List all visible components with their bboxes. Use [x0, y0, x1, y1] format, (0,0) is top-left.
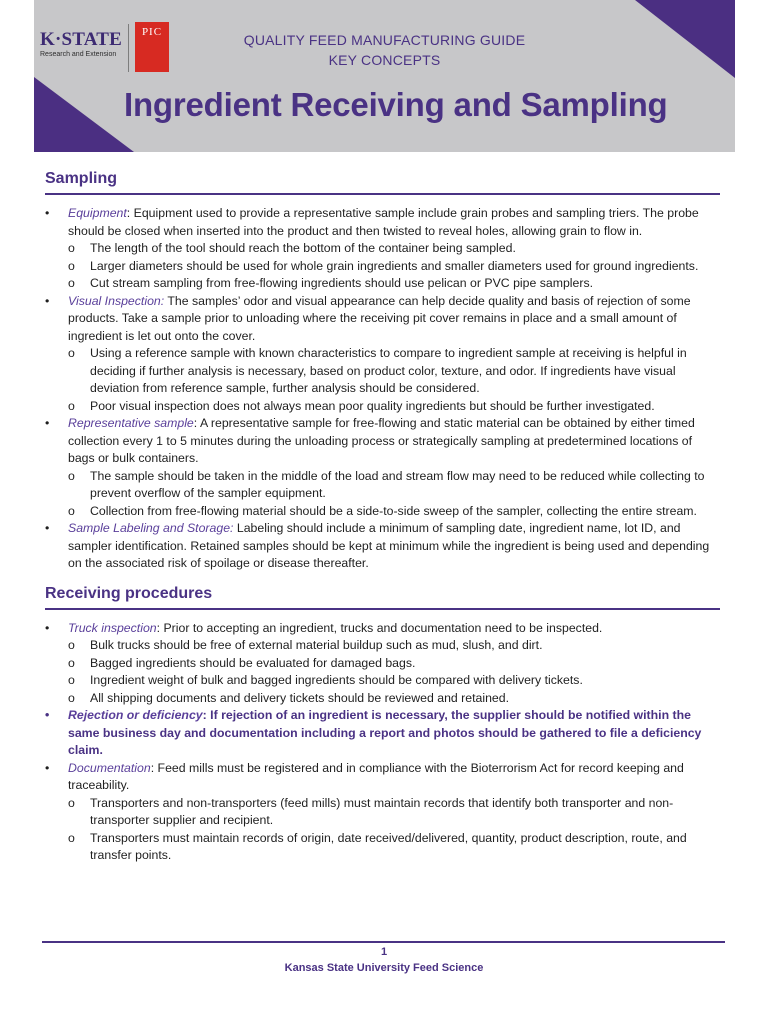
- bullet-lead: Documentation: [68, 760, 151, 775]
- sub-bullet-text: Transporters must maintain records of origin, date received/delivered, quantity, product description, route, and transfer points.: [90, 830, 687, 862]
- bullet-item-visual-inspection: [45, 293, 720, 416]
- sub-bullet-marker: o: [68, 638, 75, 652]
- bullet-item-equipment: [45, 205, 720, 293]
- sub-bullet-marker: o: [68, 795, 75, 810]
- header-banner: [34, 0, 735, 152]
- sub-bullet-text: Ingredient weight of bulk and bagged ingredients should be compared with delivery tickets.: [90, 673, 583, 687]
- bullet-text: If rejection of an ingredient is necessary, the supplier should be notified within the same business day and documentation including a report and photos should be gathered to file a deficiency claim.: [68, 708, 702, 757]
- sub-bullet-text: Collection from free-flowing material should be a side-to-side sweep of the sampler, collecting the entire stream.: [90, 503, 697, 518]
- sub-bullet-marker: o: [68, 503, 75, 518]
- bullet-lead-sep: :: [150, 760, 155, 775]
- sub-bullet-text: The length of the tool should reach the bottom of the container being sampled.: [90, 241, 516, 255]
- sub-bullet-list: [68, 795, 720, 865]
- page-title: Ingredient Receiving and Sampling: [124, 86, 668, 123]
- sub-bullet-marker: o: [68, 241, 75, 255]
- sub-bullet-item: [68, 672, 720, 690]
- sub-bullet-marker: o: [68, 276, 75, 290]
- bullet-item-rejection-deficiency: [45, 707, 720, 760]
- sub-bullet-item: [68, 345, 720, 398]
- sub-bullet-list: [68, 240, 720, 293]
- sub-bullet-marker: o: [68, 398, 75, 413]
- sub-bullet-text: Transporters and non-transporters (feed mills) must maintain records that identify both transporter and non-transporter supplier and recipient.: [90, 795, 674, 827]
- sub-bullet-text: Poor visual inspection does not always mean poor quality ingredients but should be further investigated.: [90, 398, 655, 413]
- sub-bullet-text: Cut stream sampling from free-flowing ingredients should use pelican or PVC pipe samplers.: [90, 276, 594, 290]
- bullet-item-truck-inspection: [45, 620, 720, 708]
- receiving-bullet-list: [45, 620, 720, 865]
- sub-bullet-list: [68, 468, 720, 521]
- bullet-lead: Sample Labeling and Storage:: [68, 521, 234, 535]
- sub-bullet-text: The sample should be taken in the middle of the load and stream flow may need to be reduced while collecting to prevent overflow of the sampler equipment.: [90, 468, 705, 500]
- sub-bullet-item: [68, 275, 720, 293]
- kstate-logo-wordmark: K·STATE: [40, 29, 123, 50]
- sub-bullet-text: Larger diameters should be used for whole grain ingredients and smaller diameters used for ground ingredients.: [90, 258, 699, 273]
- sub-bullet-text: Bagged ingredients should be evaluated for damaged bags.: [90, 655, 416, 670]
- pic-logo: PIC: [135, 22, 169, 72]
- bullet-item-sample-labeling: [45, 520, 720, 573]
- bullet-dot: •: [45, 620, 50, 635]
- bullet-lead-sep: :: [193, 416, 198, 430]
- sub-bullet-marker: o: [68, 346, 75, 360]
- bullet-lead-sep: :: [202, 708, 207, 722]
- bullet-lead: Rejection or deficiency: [68, 708, 203, 722]
- bullet-text: Prior to accepting an ingredient, trucks and documentation need to be inspected.: [160, 620, 603, 635]
- sub-bullet-marker: o: [68, 468, 75, 483]
- bullet-text: A representative sample for free-flowing and static material can be obtained by either timed collection every 1 to 5 minutes during the unloading process or strategically sampling at predetermined locations of bags or bulk containers.: [68, 416, 695, 465]
- sub-bullet-item: [68, 240, 720, 258]
- sub-bullet-marker: o: [68, 258, 75, 273]
- sub-bullet-item: [68, 795, 720, 830]
- bullet-text: Equipment used to provide a representative sample include grain probes and sampling triers. The probe should be closed when inserted into the product and then twisted to reveal holes, allowing grain to flow in.: [68, 206, 699, 238]
- sub-bullet-item: [68, 830, 720, 865]
- sampling-bullet-list: [45, 205, 720, 573]
- section-heading-receiving: Receiving procedures: [45, 585, 720, 610]
- kstate-logo-subtext: Research and Extension: [40, 51, 117, 58]
- sub-bullet-marker: o: [68, 830, 75, 845]
- section-heading-sampling: Sampling: [45, 170, 720, 195]
- sub-bullet-item: [68, 655, 720, 673]
- bullet-dot: •: [45, 521, 50, 535]
- bullet-dot: •: [45, 206, 50, 220]
- bullet-dot: •: [45, 416, 50, 430]
- sub-bullet-list: [68, 345, 720, 415]
- guide-subtitle: KEY CONCEPTS: [328, 52, 441, 68]
- bullet-lead-sep: :: [156, 620, 161, 635]
- sub-bullet-item: [68, 637, 720, 655]
- sub-bullet-item: [68, 398, 720, 416]
- bullet-text: Feed mills must be registered and in compliance with the Bioterrorism Act for record keeping and traceability.: [68, 760, 684, 792]
- sub-bullet-item: [68, 690, 720, 708]
- bullet-lead-sep: :: [126, 206, 131, 220]
- bullet-lead: Representative sample: [68, 416, 194, 430]
- document-body: [45, 170, 720, 865]
- sub-bullet-item: [68, 258, 720, 276]
- footer-divider: [42, 941, 725, 943]
- guide-title: QUALITY FEED MANUFACTURING GUIDE: [243, 32, 526, 48]
- bullet-text: Labeling should include a minimum of sampling date, ingredient name, lot ID, and sampler identification. Retained samples should be kept at minimum while the ingredient is being used and depending on the associated risk of spoilage or disease thereafter.: [68, 521, 710, 570]
- sub-bullet-text: All shipping documents and delivery tickets should be reviewed and retained.: [90, 690, 510, 705]
- footer-organization: Kansas State University Feed Science: [284, 962, 484, 974]
- sub-bullet-marker: o: [68, 690, 75, 705]
- bullet-dot: •: [45, 708, 50, 722]
- sub-bullet-text: Bulk trucks should be free of external material buildup such as mud, slush, and dirt.: [90, 638, 543, 652]
- page-number: 1: [380, 946, 388, 958]
- corner-triangle-decoration: [34, 77, 134, 152]
- sub-bullet-text: Using a reference sample with known characteristics to compare to ingredient sample at receiving is helpful in deciding if further analysis is necessary, based on product color, texture, and odor. If ingredients have visual deviation from reference sample, further analysis should be considered.: [90, 346, 687, 395]
- bullet-lead: Truck inspection: [68, 620, 157, 635]
- bullet-item-representative-sample: [45, 415, 720, 520]
- bullet-lead: Visual Inspection:: [68, 293, 165, 308]
- sub-bullet-item: [68, 468, 720, 503]
- bullet-dot: •: [45, 293, 50, 308]
- bullet-text: The samples’ odor and visual appearance can help decide quality and basis of rejection of some products. Take a sample prior to unloading where the receiving pit cover remains in place and a small amount of ingredient is let out onto the cover.: [68, 293, 691, 343]
- bullet-lead: Equipment: [68, 206, 127, 220]
- bullet-dot: •: [45, 760, 50, 775]
- sub-bullet-marker: o: [68, 673, 75, 687]
- sub-bullet-item: [68, 503, 720, 521]
- sub-bullet-marker: o: [68, 655, 75, 670]
- bullet-item-documentation: [45, 760, 720, 865]
- sub-bullet-list: [68, 637, 720, 707]
